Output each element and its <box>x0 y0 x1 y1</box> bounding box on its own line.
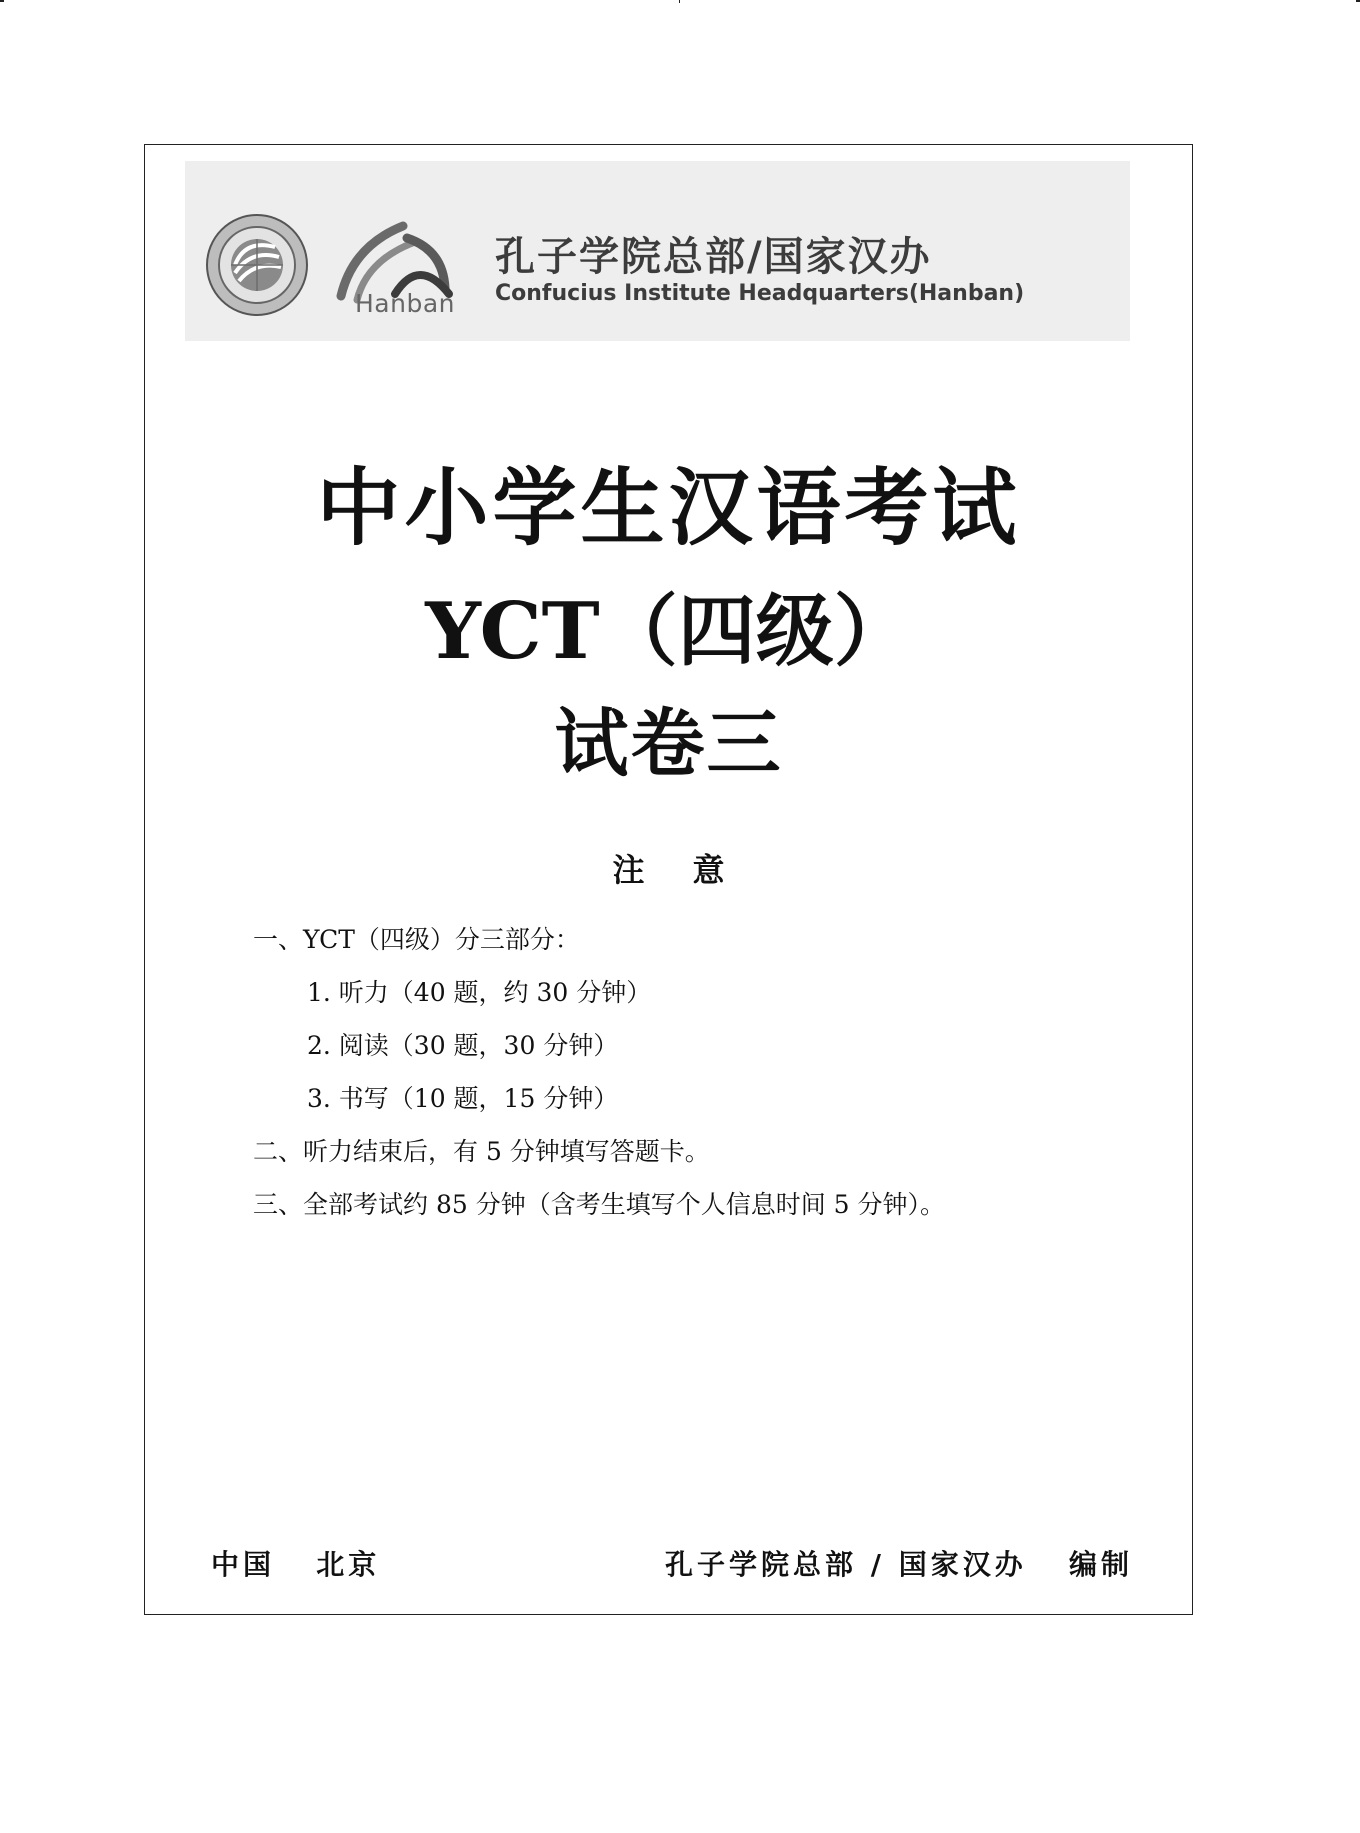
notice-list <box>253 913 945 1231</box>
hanban-logo-text: Hanban <box>355 289 455 318</box>
exam-title: 中小学生汉语考试 <box>316 458 1021 557</box>
paper-number: 试卷三 <box>554 701 783 787</box>
organization-name-chinese: 孔子学院总部/国家汉办 <box>495 234 932 280</box>
logo-band <box>185 161 1130 341</box>
crop-mark-right <box>1356 0 1360 2</box>
crop-mark-top <box>679 0 680 3</box>
footer-location: 中国 北京 <box>211 1548 381 1581</box>
notice-item: 三、全部考试约 85 分钟（含考生填写个人信息时间 5 分钟）。 <box>253 1190 946 1219</box>
exam-level: YCT（四级） <box>425 586 912 677</box>
confucius-institute-emblem-icon <box>205 213 309 317</box>
notice-subitem-reading: 2. 阅读（30 题，30 分钟） <box>307 1031 619 1060</box>
notice-item: 一、YCT（四级）分三部分： <box>253 925 580 954</box>
cover-frame <box>144 144 1193 1615</box>
footer-publisher: 孔子学院总部 / 国家汉办 <box>665 1548 1027 1581</box>
notice-subitem-writing: 3. 书写（10 题，15 分钟） <box>307 1084 619 1113</box>
notice-heading: 注意 <box>612 851 773 889</box>
notice-item: 二、听力结束后，有 5 分钟填写答题卡。 <box>253 1137 710 1166</box>
footer-compiled-by: 编制 <box>1069 1548 1134 1581</box>
crop-mark-left <box>0 0 4 2</box>
notice-subitem-listening: 1. 听力（40 题，约 30 分钟） <box>307 978 652 1007</box>
organization-name-english: Confucius Institute Headquarters(Hanban) <box>495 281 1025 306</box>
